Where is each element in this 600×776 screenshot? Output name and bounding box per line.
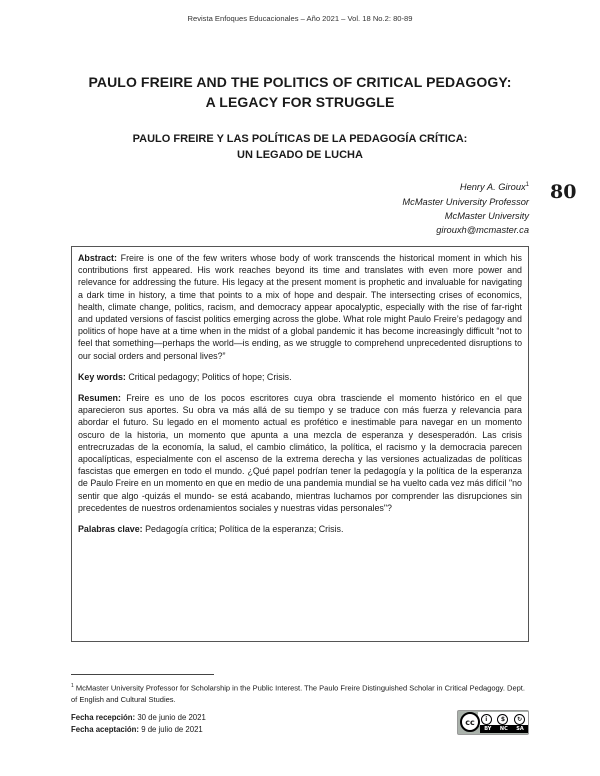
cc-license-badge[interactable]: [457, 710, 529, 735]
abstract-paragraph: [78, 252, 522, 362]
noncommercial-icon: $: [497, 714, 508, 725]
abstract-text: Freire is one of the few writers whose body of work transcends the historical moment in which his contributions first appeared. His work reaches beyond its time and translates with even more power and relevance for addressing the future. His legacy at the present moment is prophetic and invaluable for navigating a dark time in history, a time that points to a mix of hope and despair. The intersecting crises of economics, health, climate change, politics, racism, and democracy appear apocalyptic, especially with the rise of far-right and updated versions of fascist politics emerging across the globe. What role might Paulo Freire’s pedagogy and politics of hope have at a time when in the midst of a global pandemic it has become increasingly difficult “not to feel that something—perhaps the world—is ending, as we struggle to comprehend unprecedented disruptions to our social orders and personal lives?”: [78, 253, 522, 361]
article-subtitle: [40, 131, 560, 163]
resumen-text: Freire es uno de los pocos escritores cuya obra trasciende el momento histórico en el que aparecieron sus aportes. Su obra va más allá de su tiempo y se traduce con más fuerza y relevancia para abordar el futuro. Su legado en el momento actual es profético e inestimable para navegar en un momento oscuro de la historia, un momento que apunta a una mezcla de esperanza y desesperadón. Las crisis entrecruzadas de la economía, la salud, el cambio climático, la política, el racismo y la democracia parecen apocalípticas, especialmente con el ascenso de la extrema derecha y las versiones actualizadas de políticas fascistas que emergen en todo el mundo. ¿Qué papel podrían tener la pedagogía y la política de la esperanza de Paulo Freire en un momento en que en medio de una pandemia mundial se ha vuelto cada vez más difícil "no sentir que algo -quizás el mundo- se está acabando, mientras luchamos por comprender las disrupciones sin precedentes de nuestros ordenamientos sociales y nuestras vidas personales"?: [78, 393, 522, 513]
cc-logo-icon: cc: [460, 712, 480, 732]
page-number: 80: [550, 181, 577, 203]
resumen-label: Resumen:: [78, 393, 121, 404]
subtitle-line-2: UN LEGADO DE LUCHA: [237, 149, 363, 161]
author-name: Henry A. Giroux: [459, 182, 526, 193]
sharealike-icon: ↻: [514, 714, 525, 725]
article-title: [40, 72, 560, 112]
accepted-date-line: [71, 724, 206, 736]
cc-terms: [480, 725, 528, 733]
author-name-line: [402, 178, 529, 195]
received-label: Fecha recepción:: [71, 713, 136, 722]
author-affiliation: McMaster University: [444, 210, 529, 221]
keywords-label: Key words:: [78, 371, 126, 382]
abstract-label: Abstract:: [78, 253, 117, 263]
resumen-paragraph: [78, 392, 522, 514]
keywords-text: Critical pedagogy; Politics of hope; Crisis.: [128, 371, 292, 382]
accepted-label: Fecha aceptación:: [71, 725, 140, 734]
received-date: 30 de junio de 2021: [137, 713, 206, 722]
accepted-date: 9 de julio de 2021: [141, 725, 203, 734]
footnote-text: McMaster University Professor for Scholarship in the Public Interest. The Paulo Freire Distinguished Scholar in Critical Pedagogy. Dept. of English and Cultural Studies.: [71, 683, 525, 704]
palabras-clave-text: Pedagogía crítica; Política de la esperanza; Crisis.: [145, 524, 344, 535]
author-block: [402, 178, 529, 238]
cc-by-label: BY: [484, 726, 492, 732]
journal-header: Revista Enfoques Educacionales – Año 2021 – Vol. 18 No.2: 80-89: [187, 14, 413, 23]
cc-sa-label: SA: [516, 726, 524, 732]
author-footnote-mark[interactable]: 1: [525, 182, 529, 188]
footnote-mark: 1: [71, 683, 74, 689]
author-role: McMaster University Professor: [402, 196, 529, 207]
footnote-divider: [71, 674, 214, 675]
subtitle-line-1: PAULO FREIRE Y LAS POLÍTICAS DE LA PEDAGOGÍA CRÍTICA:: [132, 133, 468, 145]
cc-nc-label: NC: [499, 726, 508, 732]
abstract-box: [71, 246, 529, 642]
title-line-1: PAULO FREIRE AND THE POLITICS OF CRITICAL PEDAGOGY:: [88, 74, 512, 90]
keywords-paragraph: [78, 371, 522, 383]
author-email[interactable]: girouxh@mcmaster.ca: [436, 225, 529, 236]
footnote: [71, 681, 531, 705]
dates-block: [71, 712, 206, 736]
palabras-clave-label: Palabras clave:: [78, 524, 143, 535]
received-date-line: [71, 712, 206, 724]
palabras-clave-paragraph: [78, 523, 522, 535]
cc-symbols: [478, 712, 528, 726]
title-line-2: A LEGACY FOR STRUGGLE: [205, 94, 395, 110]
attribution-icon: i: [481, 714, 492, 725]
